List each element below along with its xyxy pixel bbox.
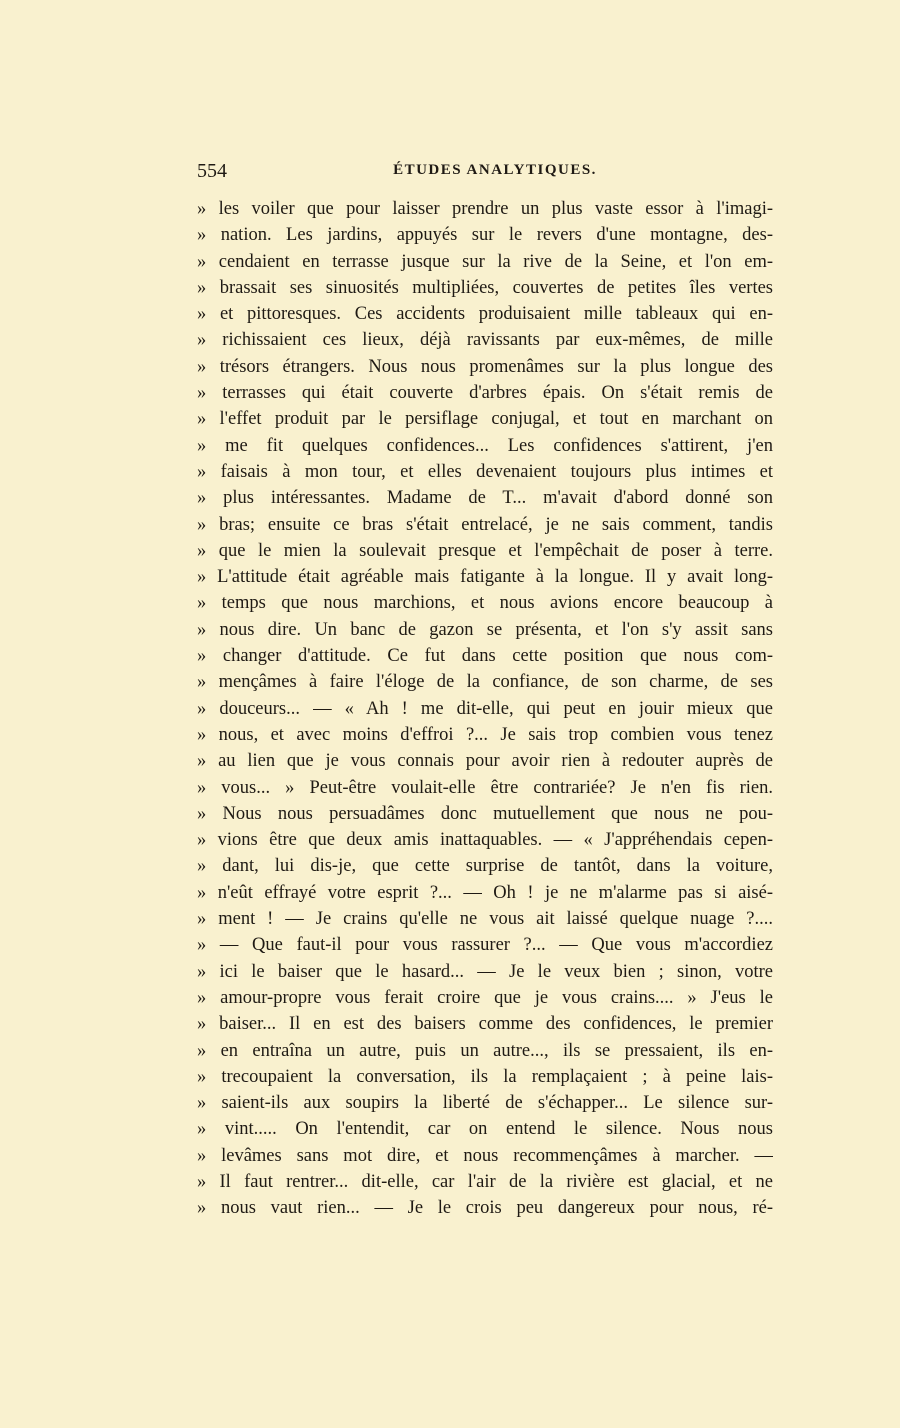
text-line: » brassait ses sinuosités multipliées, couvertes de petites îles vertes	[197, 277, 773, 298]
text-line: » L'attitude était agréable mais fatigante à la longue. Il y avait long-	[197, 567, 773, 588]
text-line: » — Que faut-il pour vous rassurer ?... — Que vous m'accordiez	[197, 935, 773, 956]
text-line: » ici le baiser que le hasard... — Je le veux bien ; sinon, votre	[197, 961, 773, 982]
text-line: » Il faut rentrer... dit-elle, car l'air de la rivière est glacial, et ne	[197, 1171, 773, 1192]
text-line: » vions être que deux amis inattaquables. — « J'appréhendais cepen-	[197, 830, 773, 851]
text-line: » mençâmes à faire l'éloge de la confiance, de son charme, de ses	[197, 672, 773, 693]
text-line: » changer d'attitude. Ce fut dans cette position que nous com-	[197, 646, 773, 667]
text-line: » bras; ensuite ce bras s'était entrelacé, je ne sais comment, tandis	[197, 514, 773, 535]
text-line: » au lien que je vous connais pour avoir rien à redouter auprès de	[197, 751, 773, 772]
text-line: » Nous nous persuadâmes donc mutuellement que nous ne pou-	[197, 803, 773, 824]
text-line: » l'effet produit par le persiflage conjugal, et tout en marchant on	[197, 409, 773, 430]
text-line: » nous, et avec moins d'effroi ?... Je sais trop combien vous tenez	[197, 724, 773, 745]
text-line: » levâmes sans mot dire, et nous recommençâmes à marcher. —	[197, 1145, 773, 1166]
text-line: » vint..... On l'entendit, car on entend le silence. Nous nous	[197, 1119, 773, 1140]
text-line: » et pittoresques. Ces accidents produisaient mille tableaux qui en-	[197, 304, 773, 325]
body-text	[197, 196, 773, 1222]
text-line: » me fit quelques confidences... Les confidences s'attirent, j'en	[197, 435, 773, 456]
text-line: » n'eût effrayé votre esprit ?... — Oh ! je ne m'alarme pas si aisé-	[197, 882, 773, 903]
text-line: » richissaient ces lieux, déjà ravissants par eux-mêmes, de mille	[197, 330, 773, 351]
text-line: » trésors étrangers. Nous nous promenâmes sur la plus longue des	[197, 356, 773, 377]
text-line: » vous... » Peut-être voulait-elle être contrariée? Je n'en fis rien.	[197, 777, 773, 798]
text-line: » cendaient en terrasse jusque sur la rive de la Seine, et l'on em-	[197, 251, 773, 272]
text-line: » terrasses qui était couverte d'arbres épais. On s'était remis de	[197, 383, 773, 404]
page-number: 554	[197, 160, 227, 182]
text-line: » faisais à mon tour, et elles devenaient toujours plus intimes et	[197, 461, 773, 482]
running-title: ÉTUDES ANALYTIQUES.	[393, 162, 597, 178]
text-line: » nous dire. Un banc de gazon se présenta, et l'on s'y assit sans	[197, 619, 773, 640]
text-line: » nation. Les jardins, appuyés sur le revers d'une montagne, des-	[197, 225, 773, 246]
text-line: » saient-ils aux soupirs la liberté de s'échapper... Le silence sur-	[197, 1093, 773, 1114]
page-header	[197, 160, 773, 186]
text-line: » amour-propre vous ferait croire que je vous crains.... » J'eus le	[197, 987, 773, 1008]
text-line: » douceurs... — « Ah ! me dit-elle, qui peut en jouir mieux que	[197, 698, 773, 719]
text-line: » ment ! — Je crains qu'elle ne vous ait laissé quelque nuage ?....	[197, 909, 773, 930]
text-line: » baiser... Il en est des baisers comme des confidences, le premier	[197, 1014, 773, 1035]
text-line: » en entraîna un autre, puis un autre..., ils se pressaient, ils en-	[197, 1040, 773, 1061]
text-line: » temps que nous marchions, et nous avions encore beaucoup à	[197, 593, 773, 614]
text-line: » les voiler que pour laisser prendre un plus vaste essor à l'imagi-	[197, 199, 773, 219]
text-line: » que le mien la soulevait presque et l'empêchait de poser à terre.	[197, 540, 773, 561]
text-line: » dant, lui dis-je, que cette surprise de tantôt, dans la voiture,	[197, 856, 773, 877]
text-line: » plus intéressantes. Madame de T... m'avait d'abord donné son	[197, 488, 773, 509]
text-line: » nous vaut rien... — Je le crois peu dangereux pour nous, ré-	[197, 1198, 773, 1219]
text-line: » trecoupaient la conversation, ils la remplaçaient ; à peine lais-	[197, 1066, 773, 1087]
